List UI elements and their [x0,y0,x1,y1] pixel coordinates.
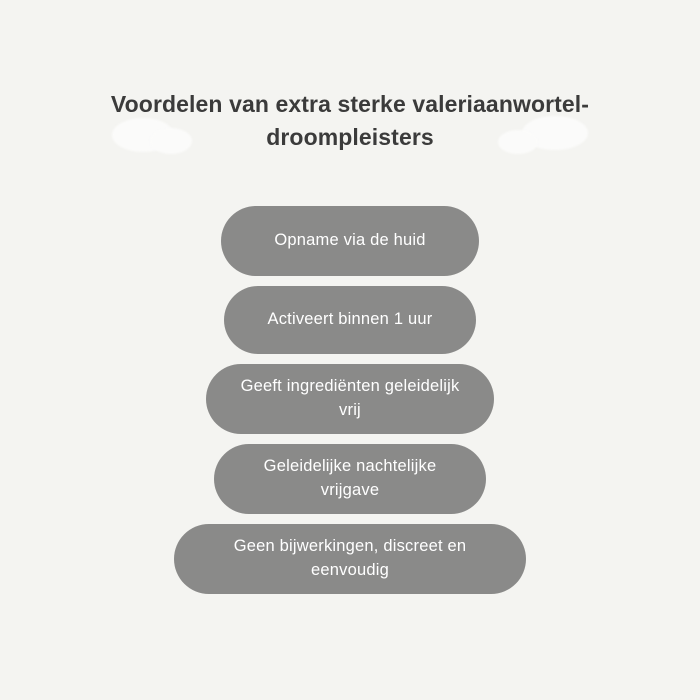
funnel-step [206,364,494,434]
funnel-step [221,206,479,276]
funnel-step-label: Opname via de huid [274,231,426,250]
funnel-diagram [0,206,700,604]
funnel-step-label: Activeert binnen 1 uur [267,310,433,329]
funnel-step [224,286,476,354]
funnel-step [214,444,486,514]
page-title [0,88,700,153]
page-title-text: Voordelen van extra sterke valeriaanwortel-droompleisters [110,91,590,150]
funnel-step-label: Geleidelijke nachtelijke vrijgave [263,457,437,499]
funnel-step [174,524,526,594]
funnel-step-label: Geeft ingrediënten geleidelijk vrij [240,377,460,419]
funnel-step-label: Geen bijwerkingen, discreet en eenvoudig [233,537,467,579]
